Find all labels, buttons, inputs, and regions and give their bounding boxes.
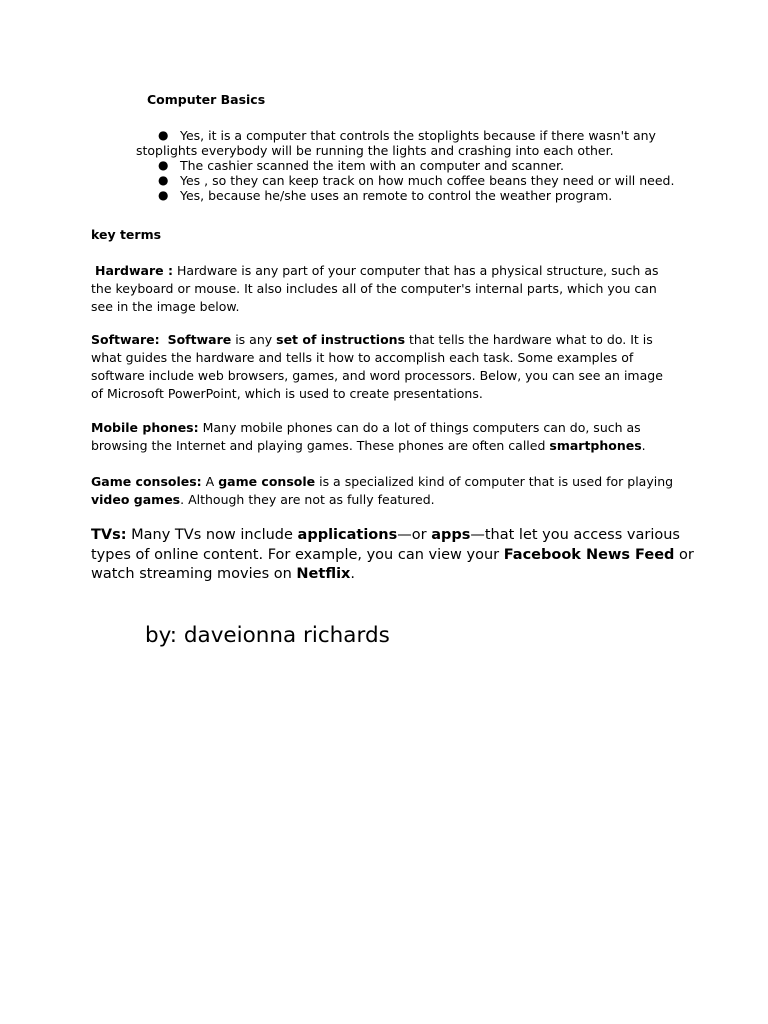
software-emphasis: set of instructions xyxy=(276,332,406,347)
consoles-line-1 xyxy=(91,473,691,491)
software-term: Software xyxy=(167,332,232,347)
software-text-mid: is any xyxy=(231,332,277,347)
tvs-line-2 xyxy=(91,546,711,566)
consoles-text-pre: A xyxy=(201,474,219,489)
answer-2: The cashier scanned the item with an computer and scanner. xyxy=(180,158,564,173)
answer-4: Yes, because he/she uses an remote to control the weather program. xyxy=(180,188,613,203)
answer-list xyxy=(136,128,696,203)
key-terms-heading: key terms xyxy=(91,227,162,242)
consoles-label: Game consoles: xyxy=(91,474,202,489)
list-item xyxy=(136,173,696,188)
hardware-line-1 xyxy=(91,262,691,280)
tvs-end: . xyxy=(350,566,356,582)
software-line-2: what guides the hardware and tells it how to accomplish each task. Some examples of xyxy=(91,350,634,365)
consoles-text-1: is a specialized kind of computer that is used for playing xyxy=(315,474,674,489)
tvs-text-3: watch streaming movies on xyxy=(91,566,297,582)
mobile-end: . xyxy=(641,438,646,453)
mobile-line-1 xyxy=(91,419,691,437)
mobile-text-1: Many mobile phones can do a lot of things computers can do, such as xyxy=(198,420,641,435)
bullet-icon: ● xyxy=(158,128,169,142)
bullet-icon: ● xyxy=(158,158,169,172)
hardware-text-1: Hardware is any part of your computer that has a physical structure, such as xyxy=(172,263,659,278)
hardware-line-2: the keyboard or mouse. It also includes all of the computer's internal parts, which you can xyxy=(91,281,657,296)
software-line-1 xyxy=(91,331,691,349)
document-title: Computer Basics xyxy=(147,92,266,107)
tvs-text-pre: Many TVs now include xyxy=(126,527,298,543)
tvs-applications: applications xyxy=(297,527,398,543)
hardware-paragraph xyxy=(91,262,691,316)
tvs-netflix: Netflix xyxy=(296,566,351,582)
software-line-4: of Microsoft PowerPoint, which is used to create presentations. xyxy=(91,386,483,401)
tvs-line-1 xyxy=(91,526,711,546)
software-text-end: that tells the hardware what to do. It is xyxy=(405,332,653,347)
tvs-text-2: types of online content. For example, you can view your xyxy=(91,546,504,563)
tvs-text-2-end: or xyxy=(674,546,694,563)
software-paragraph xyxy=(91,331,691,403)
mobile-text-2: browsing the Internet and playing games. These phones are often called xyxy=(91,438,550,453)
mobile-label: Mobile phones: xyxy=(91,420,199,435)
software-line-3: software include web browsers, games, and word processors. Below, you can see an image xyxy=(91,368,663,383)
bullet-icon: ● xyxy=(158,188,169,202)
answer-3: Yes , so they can keep track on how much coffee beans they need or will need. xyxy=(180,173,675,188)
consoles-term: game console xyxy=(218,474,316,489)
answer-1-line-2: stoplights everybody will be running the lights and crashing into each other. xyxy=(136,143,614,158)
hardware-label: Hardware : xyxy=(94,263,173,278)
hardware-line-3: see in the image below. xyxy=(91,299,240,314)
list-item xyxy=(136,128,696,158)
consoles-paragraph xyxy=(91,473,691,509)
tvs-apps: apps xyxy=(431,527,471,543)
tvs-line-3 xyxy=(91,565,711,585)
consoles-text-2: . Although they are not as fully featured. xyxy=(180,492,435,507)
tvs-paragraph xyxy=(91,526,711,585)
consoles-emphasis: video games xyxy=(91,492,181,507)
mobile-line-2 xyxy=(91,437,691,455)
tvs-label: TVs: xyxy=(91,527,127,543)
mobile-emphasis: smartphones xyxy=(549,438,642,453)
list-item xyxy=(136,188,696,203)
tvs-facebook: Facebook News Feed xyxy=(503,546,675,563)
bullet-icon: ● xyxy=(158,173,169,187)
list-item xyxy=(136,158,696,173)
mobile-paragraph xyxy=(91,419,691,455)
tvs-text-1: —that let you access various xyxy=(470,527,680,543)
answer-1-line-1: Yes, it is a computer that controls the stoplights because if there wasn't any xyxy=(180,128,656,143)
tvs-dash: —or xyxy=(397,527,432,543)
consoles-line-2 xyxy=(91,491,691,509)
author-byline: by: daveionna richards xyxy=(145,623,390,648)
software-label: Software: xyxy=(91,332,160,347)
